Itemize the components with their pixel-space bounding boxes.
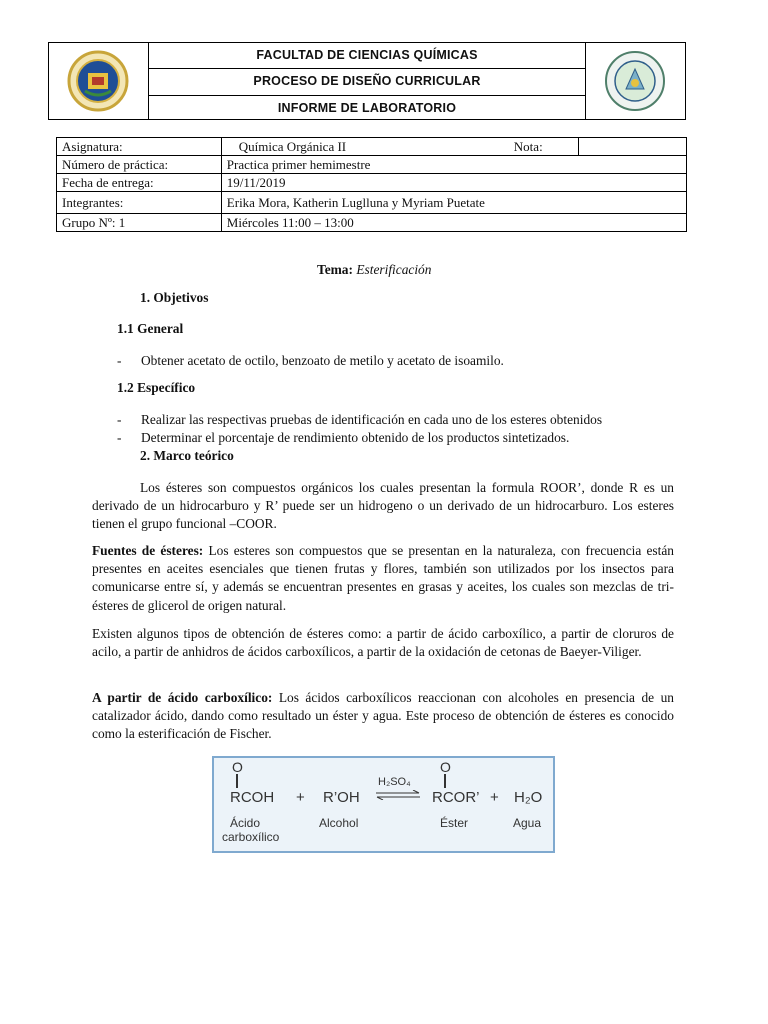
carbonyl-o-acid: O bbox=[232, 759, 243, 775]
double-bond-ester bbox=[444, 774, 446, 788]
table-row bbox=[57, 174, 687, 192]
header-report: INFORME DE LABORATORIO bbox=[148, 95, 586, 121]
document-header bbox=[48, 42, 686, 120]
asignatura-value: Química Orgánica II bbox=[238, 138, 347, 154]
fischer-reaction-diagram bbox=[212, 756, 555, 853]
info-table bbox=[56, 137, 687, 232]
practica-value: Practica primer hemimestre bbox=[221, 156, 686, 174]
header-process: PROCESO DE DISEÑO CURRICULAR bbox=[148, 68, 586, 94]
asignatura-label: Asignatura: bbox=[57, 138, 222, 156]
grupo-value: Miércoles 11:00 – 13:00 bbox=[221, 214, 686, 232]
university-seal-left bbox=[49, 43, 149, 119]
paragraph-esteres: Los ésteres son compuestos orgánicos los cuales presentan la formula ROOR’, donde R es un derivado de un hidrocarburo y R’ puede ser un hidrogeno o un derivado de un hidrocarburo. Los esteres tienen el grupo funcional –COOR. bbox=[92, 480, 674, 532]
heading-marco: 2. Marco teórico bbox=[140, 448, 234, 463]
faculty-seal-right bbox=[585, 43, 685, 119]
practica-label: Número de práctica: bbox=[57, 156, 222, 174]
heading-especifico: 1.2 Específico bbox=[117, 380, 196, 395]
paragraph-tipos: Existen algunos tipos de obtención de ésteres como: a partir de ácido carboxílico, a partir de cloruros de acilo, a partir de anhidros de ácidos carboxílicos, a partir de la oxidación de cetonas de Baeyer-Viliger. bbox=[92, 626, 674, 660]
ester-label: Éster bbox=[440, 816, 469, 830]
grupo-label: Grupo Nº: 1 bbox=[57, 214, 222, 232]
integrantes-value: Erika Mora, Katherin Luglluna y Myriam Puetate bbox=[221, 192, 686, 214]
acid-label: Ácido bbox=[230, 816, 261, 830]
table-row bbox=[57, 192, 687, 214]
paragraph-acido: A partir de ácido carboxílico: Los ácidos carboxílicos reaccionan con alcoholes en presencia de un catalizador ácido, dando como resultado un éster y agua. Este proceso de obtención de ésteres es conocido como la esterificación de Fischer. bbox=[92, 690, 674, 742]
equilibrium-arrow-icon bbox=[375, 790, 421, 800]
alcohol-formula: R’OH bbox=[323, 789, 360, 806]
header-faculty: FACULTAD DE CIENCIAS QUÍMICAS bbox=[256, 48, 478, 62]
tema-label: Tema: bbox=[317, 262, 353, 277]
plus-sign: + bbox=[296, 789, 305, 806]
double-bond-acid bbox=[236, 774, 238, 788]
tema-value: Esterificación bbox=[356, 262, 432, 277]
ester-formula: RCOR’ bbox=[432, 789, 480, 806]
paragraph-fuentes: Fuentes de ésteres: Los esteres son compuestos que se presentan en la naturaleza, con frecuencia están presentes en aceites esenciales que tienen frutas y flores, también son utilizados por los insectos para comunicarse entre sí, y además se encuentran presentes en grasas y aceites, los cuales son mezclas de tri-ésteres de glicerol de origen natural. bbox=[92, 543, 674, 613]
nota-label: Nota: bbox=[513, 138, 543, 154]
table-row bbox=[57, 156, 687, 174]
acid-formula: RCOH bbox=[230, 789, 275, 806]
fecha-value: 19/11/2019 bbox=[221, 174, 686, 192]
fecha-label: Fecha de entrega: bbox=[57, 174, 222, 192]
alcohol-label: Alcohol bbox=[319, 816, 359, 830]
nota-value bbox=[579, 138, 687, 156]
integrantes-label: Integrantes: bbox=[57, 192, 222, 214]
carbonyl-o-ester: O bbox=[440, 759, 451, 775]
table-row bbox=[57, 138, 687, 156]
acid-label-2: carboxílico bbox=[222, 830, 280, 844]
plus-sign: + bbox=[490, 789, 499, 806]
heading-general: 1.1 General bbox=[117, 321, 184, 336]
water-label: Agua bbox=[513, 816, 542, 830]
water-formula: H₂O bbox=[514, 789, 543, 806]
catalyst-label: H₂SO₄ bbox=[378, 776, 411, 788]
tema-line bbox=[317, 261, 431, 279]
heading-objetivos: 1. Objetivos bbox=[140, 290, 209, 305]
table-row bbox=[57, 214, 687, 232]
